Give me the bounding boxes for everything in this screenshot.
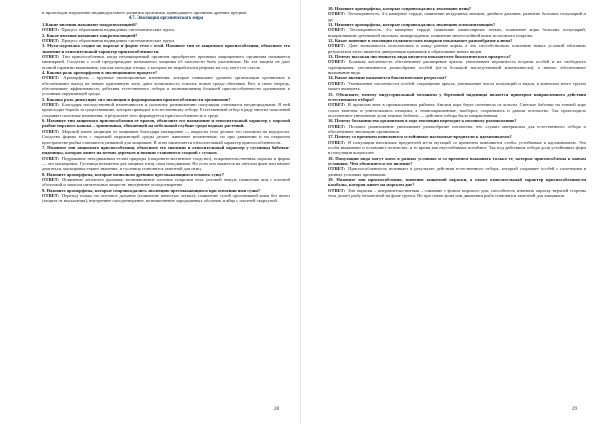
question: 1.Какие явления называют макроэволюцией? bbox=[42, 21, 137, 27]
question: 11. Назовите ароморфозы, которые сопровождались эволюцию млекопитающих? bbox=[328, 22, 496, 28]
question: 9. Назовите ароморфозы, которые сопровождались эволюцию пресмыкающихся при освоении ими суши? bbox=[42, 187, 261, 193]
answer-label: ОТВЕТ: bbox=[328, 27, 346, 33]
answer-text: Теплокровность, 4-х камерное сердце, появление альвеолярных легких, появление коры больших полушарий, вскармливание детенышей молоком, живорождение, появление многослойной кожи, волосяного покрова. bbox=[328, 27, 586, 38]
question: 4. Какова роль ароморфозов в эволюционном процессе? bbox=[42, 70, 158, 76]
answer-text: Теплокровность, 4-х камерное сердце, появление воздушных мешков, двойное дыхание, развитие больших полушарий и др. bbox=[328, 11, 586, 22]
answer-text: Переход только на легочное дыхание (появление ячеистых легких); появление сухой ороговевшей кожи без желез (защита от высыхания); внутреннее оплодотворение, возникновение зародышевых оболочек и яйца с плотной скорлупой. bbox=[42, 192, 290, 204]
question: 7. Назовите тип защитного приспособления, объясните его значение и относительный характер у гусеницы бабочки-пяденицы, которая живет на ветвях деревьев и внешне становится сходной с сучком. bbox=[42, 144, 290, 156]
answer-text: Морской конек защищен от хищников благодаря маскировке — выросты тела делают его похожим на водоросли. Сходство формы тела с окраской окружающей среды делает животное незаметным, но при движении и на открытом пространстве рыбка становится уязвимой для хищников. В этом заключается относительный характер приспособленности. bbox=[42, 128, 290, 145]
answer bbox=[328, 27, 586, 38]
answer bbox=[328, 59, 586, 75]
answer-label: ОТВЕТ: bbox=[328, 102, 346, 108]
answer-label: ОТВЕТ: bbox=[328, 187, 346, 193]
answer bbox=[42, 102, 290, 118]
answer-text: Большая численность обеспечивает расширение ареала, увеличивает вероятность встречи особей и их свободного скрещивания, увеличивается разнообразие особей (из-за большой наследственной изменчивости), а значит, обеспечивает выживание вида. bbox=[328, 59, 586, 76]
right-page bbox=[300, 0, 600, 424]
answer-text: Ароморфозы – крупные эволюционные изменения, которые повышают уровень организации организмов и обеспечивают выход на новую адаптивную зону, дают возможность освоить новые среды обитания. Вот, в свою очередь, обеспечивает эффективность действия естественного отбора и возникновения большей приспособленности организмов к условиям окружающей среды. bbox=[42, 75, 291, 97]
question: 6. Назовите тип защитного приспособления от врагов, объясните его назначение и относительный характер у морской рыбки морского конька – тряпичника, обитающей на небольшой глубине среди водных растений. bbox=[42, 118, 290, 129]
answer-text: В прошлом веке в промышленных районах Англии кора берез потемнела от копоти. Светлые бабочки на темной коре стали заметны и уничтожались птицами, а темноокрашенные, наоборот, сохранялись и давали потомство. Так происходило постепенное увеличение доли темных бабочек — действие отбора было направленным. bbox=[328, 102, 586, 118]
question: 8. Назовите ароморфозы, которые позволили древним пресмыкающимся освоить сушу? bbox=[42, 171, 225, 177]
answer-text: Процесс образования надвидовых систематических групп. bbox=[61, 27, 176, 33]
answer-label: ОТВЕТ: bbox=[42, 27, 60, 33]
answer-text: Процесс образования надвидовых систематических групп. bbox=[61, 37, 176, 43]
answer-label: ОТВЕТ: bbox=[42, 102, 60, 108]
answer-label: ОТВЕТ: bbox=[328, 59, 346, 65]
question: 12. Какое значение в эволюции галапагосских вьюрков показывает разнообразие клюва? bbox=[328, 38, 513, 44]
answer bbox=[328, 11, 586, 22]
answer bbox=[328, 188, 586, 199]
answer-label: ОТВЕТ: bbox=[328, 139, 346, 145]
answer-label: ОТВЕТ: bbox=[42, 155, 60, 161]
left-intro: и происходит нарушение индивидуального развития организма, приводящего причинам древних предков. bbox=[42, 10, 248, 15]
answer bbox=[42, 54, 290, 70]
answer-text: Тип окраски – покровительственная – сливание с фоном морского дна; способность изменять окраску верхней стороны тела делает рыбу незаметной на фоне грунта. Но при смене фона или движении рыба становится заметной для хищников. bbox=[328, 187, 586, 199]
answer bbox=[328, 124, 586, 135]
answer-text: Тип приспособления, когда незащищенный организм приобретает признаки защищенного организма называется мимикрией. Сходство с осой предупреждает возможного хищника об опасности быть ужаленным. Но эта защита не дает полной гарантии выживания, так как молодые птицы, у которых не выработался рефлекс на осу, могут ее съесть. bbox=[42, 54, 291, 70]
answer bbox=[328, 140, 586, 156]
answer-label: ОТВЕТ: bbox=[42, 192, 60, 198]
right-qa-list bbox=[328, 6, 586, 198]
question: 13. Почему высокая численность вида является показателем биологического прогресса? bbox=[328, 54, 511, 60]
question: 16. Почему большинство организмов в ходе эволюции переходят к половому размножению? bbox=[328, 118, 517, 124]
question: 2. Какое явление называют макроэволюцией? bbox=[42, 32, 138, 38]
answer bbox=[328, 166, 586, 177]
answer bbox=[328, 81, 586, 92]
answer bbox=[42, 177, 290, 188]
left-qa-list bbox=[42, 22, 290, 204]
answer bbox=[42, 129, 290, 145]
answer-text: Благодаря наследственной изменчивости и половому размножению популяции становятся неоднородными. В ней происходит борьба за существование, которая приводит к естественному отбору. Естественный отбор в ряду многих поколений сохраняет полезные изменения, в результате чего формируется приспособленность к среде. bbox=[42, 102, 291, 118]
answer-text: Половое размножение увеличивает разнообразие потомства, что служит материалом для естественного отбора и обеспечивает эволюцию организмов. bbox=[328, 123, 586, 134]
question: 14. Какое явление называется биологическим регрессом? bbox=[328, 75, 447, 81]
answer-label: ОТВЕТ: bbox=[328, 80, 346, 86]
page-number-left: 28 bbox=[274, 407, 279, 412]
answer-text: Приспособленность возникает в результате действия естественного отбора, который сохраняет особей с полезными в данных условиях признаками. bbox=[328, 166, 586, 177]
answer-label: ОТВЕТ: bbox=[42, 37, 60, 43]
answer bbox=[42, 156, 290, 172]
answer-label: ОТВЕТ: bbox=[42, 54, 60, 59]
answer-label: ОТВЕТ: bbox=[328, 166, 346, 172]
answer-text: Дает возможность использовать в пищу разные корма, а это способствовало освоению новых условий обитания; результатом этого является дивергенция признаков и образование новых видов. bbox=[328, 43, 586, 54]
answer-label: ОТВЕТ: bbox=[42, 75, 60, 81]
question: 10. Назовите ароморфозы, которые сопровождались эволюцию птиц? bbox=[328, 6, 472, 11]
answer-label: ОТВЕТ: bbox=[42, 128, 60, 134]
page-number-right: 29 bbox=[572, 407, 577, 412]
answer-text: Подражание неподвижным телам природы (покровительственное сходство), покровительственная окраска и форма — это маскировка. Гусеница незаметна для хищных птиц, пока неподвижна. Но если она окажется на светлом фоне или начнет двигаться, маскировка теряет значение, и гусеница становится заметной для птиц. bbox=[42, 155, 290, 172]
answer bbox=[328, 102, 586, 118]
question: 18. Популяции вида могут жить в разных условиях и со временем выживать только те, которые приспособлены к новым условиям. Чем объясняется это явление? bbox=[328, 155, 586, 166]
question: 17. Почему со временем появляются устойчивые насекомые-вредители к ядохимикатам? bbox=[328, 134, 512, 140]
answer-text: Появление легочного дыхания; возникновение плотных покровов тела, роговой чешуи; появление яиц с плотной оболочкой и запасом питательных веществ; внутреннее оплодотворение. bbox=[42, 176, 290, 188]
answer-text: В популяции насекомых вредителей из-за мутаций со временем появляются особи, устойчивые к ядохимикатам. Эти особи выживают и оставляют потомство, в то время как неустойчивые погибают. Так под действием отбора доля устойчивых форм в популяции возрастает. bbox=[328, 139, 586, 156]
answer-label: ОТВЕТ: bbox=[42, 176, 60, 182]
answer bbox=[42, 193, 290, 204]
question: 19. Назовите тип приспособления, значение защитной окраски, а также относительный характер приспособленности камбалы, которая живет на морском дне? bbox=[328, 177, 586, 188]
answer-text: Уменьшение численности особей, сокращение ареала, уменьшение числа популяций и видов, в конечном итоге группа может вымереть. bbox=[328, 80, 587, 92]
answer bbox=[328, 43, 586, 54]
question: 3. Муха-журчалка сходна по окраске и форме тела с осой. Назовите тип ее защитного приспособления, объясните его значение и относительный характер приспособленности. bbox=[42, 43, 290, 54]
answer-label: ОТВЕТ: bbox=[328, 11, 346, 17]
answer-label: ОТВЕТ: bbox=[328, 43, 346, 49]
question: 15. Объясните, почему индустриальный меланизм у березовой пяденицы является примером направленного действия естественного отбора? bbox=[328, 91, 586, 102]
answer-label: ОТВЕТ: bbox=[328, 123, 346, 129]
question: 5. Каковы роль движущих сил эволюции в формировании приспособленности организмов? bbox=[42, 96, 231, 102]
answer bbox=[42, 75, 290, 96]
section-title: 4.7. Эволюция органического мира bbox=[128, 16, 204, 22]
